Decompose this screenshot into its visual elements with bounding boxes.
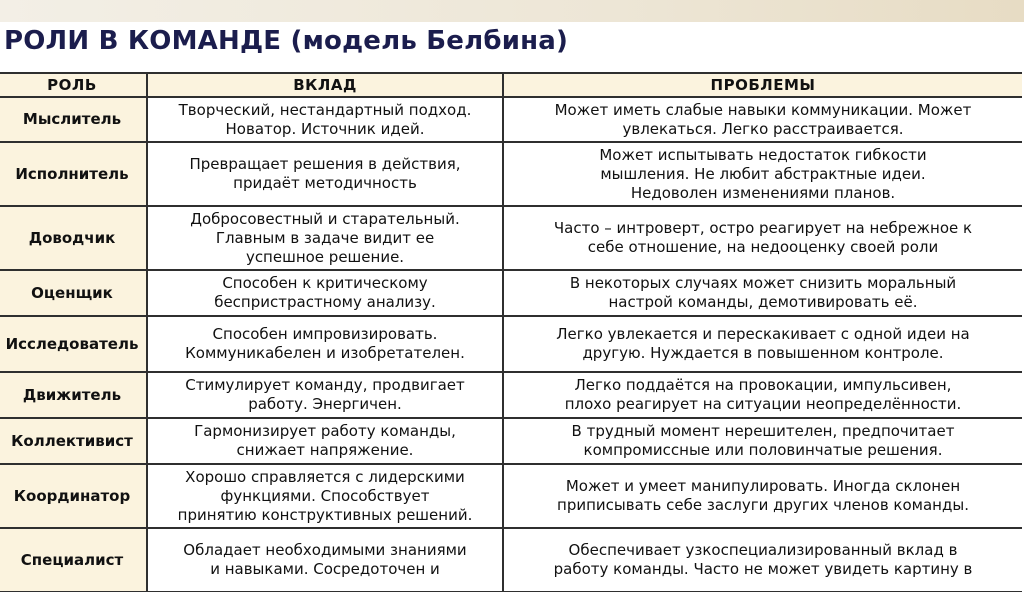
problems-line: приписывать себе заслуги других членов команды. (557, 496, 969, 514)
table-row (0, 418, 1022, 464)
contribution-line: Хорошо справляется с лидерскими (185, 467, 465, 486)
problems-line: В некоторых случаях может снизить моральный (569, 274, 957, 292)
header-role: РОЛЬ (0, 73, 147, 97)
problems-line: Может иметь слабые навыки коммуникации. Может (554, 100, 972, 119)
contribution-line: Способен импровизировать. (212, 325, 438, 343)
contribution-line: Новатор. Источник идей. (225, 119, 425, 138)
role-cell: Координатор (0, 464, 147, 528)
contribution-line: и навыками. Сосредоточен и (210, 560, 440, 578)
contribution-cell (147, 97, 503, 142)
problems-line: Легко увлекается и перескакивает с одной идеи на (556, 325, 970, 343)
problems-line: Часто – интроверт, остро реагирует на небрежное к (553, 219, 973, 237)
roles-table-container (0, 72, 1022, 592)
table-row (0, 316, 1022, 372)
contribution-cell (147, 270, 503, 316)
table-row (0, 206, 1022, 270)
header-contribution: ВКЛАД (147, 73, 503, 97)
contribution-line: Коммуникабелен и изобретателен. (185, 344, 465, 362)
contribution-line: успешное решение. (245, 247, 405, 266)
contribution-line: Гармонизирует работу команды, (194, 422, 456, 440)
top-decorative-band (0, 0, 1024, 22)
table-row (0, 464, 1022, 528)
problems-line: В трудный момент нерешителен, предпочитает (571, 422, 955, 440)
header-problems: ПРОБЛЕМЫ (503, 73, 1022, 97)
problems-line: работу команды. Часто не может увидеть картину в (553, 560, 973, 578)
problems-line: Обеспечивает узкоспециализированный вклад в (568, 541, 958, 559)
contribution-line: Обладает необходимыми знаниями (183, 541, 467, 559)
role-cell: Оценщик (0, 270, 147, 316)
contribution-line: Творческий, нестандартный подход. (178, 100, 472, 119)
problems-line: компромиссные или половинчатые решения. (583, 441, 943, 459)
contribution-cell (147, 528, 503, 592)
role-cell: Мыслитель (0, 97, 147, 142)
role-cell: Доводчик (0, 206, 147, 270)
problems-cell (503, 206, 1022, 270)
contribution-line: Добросовестный и старательный. (190, 209, 460, 228)
problems-cell (503, 97, 1022, 142)
contribution-cell (147, 464, 503, 528)
role-cell: Движитель (0, 372, 147, 418)
contribution-line: беспристрастному анализу. (214, 293, 436, 311)
contribution-cell (147, 206, 503, 270)
problems-cell (503, 316, 1022, 372)
problems-line: себе отношение, на недооценку своей роли (587, 238, 939, 256)
problems-line: Может и умеет манипулировать. Иногда склонен (565, 477, 961, 495)
contribution-cell (147, 142, 503, 206)
problems-line: плохо реагирует на ситуации неопределённости. (564, 395, 962, 413)
contribution-line: принятию конструктивных решений. (177, 505, 473, 524)
problems-cell (503, 372, 1022, 418)
role-cell: Коллективист (0, 418, 147, 464)
problems-line: увлекаться. Легко расстраивается. (622, 119, 904, 138)
problems-cell (503, 464, 1022, 528)
problems-line: Легко поддаётся на провокации, импульсивен, (574, 376, 952, 394)
contribution-cell (147, 418, 503, 464)
contribution-cell (147, 316, 503, 372)
problems-cell (503, 418, 1022, 464)
contribution-line: функциями. Способствует (220, 486, 430, 505)
table-row (0, 528, 1022, 592)
problems-line: Недоволен изменениями планов. (630, 183, 896, 202)
problems-line: настрой команды, демотивировать её. (608, 293, 918, 311)
table-body (0, 97, 1022, 592)
contribution-line: придаёт методичность (233, 174, 417, 192)
problems-cell (503, 270, 1022, 316)
contribution-cell (147, 372, 503, 418)
contribution-line: Способен к критическому (222, 274, 428, 292)
roles-table (0, 72, 1022, 592)
page-title: РОЛИ В КОМАНДЕ (модель Белбина) (4, 26, 569, 56)
contribution-line: Стимулирует команду, продвигает (185, 376, 465, 394)
role-cell: Специалист (0, 528, 147, 592)
table-row (0, 270, 1022, 316)
role-cell: Исполнитель (0, 142, 147, 206)
contribution-line: Главным в задаче видит ее (215, 228, 435, 247)
contribution-line: Превращает решения в действия, (189, 155, 461, 173)
problems-cell (503, 142, 1022, 206)
table-header-row (0, 73, 1022, 97)
contribution-line: работу. Энергичен. (248, 395, 402, 413)
contribution-line: снижает напряжение. (236, 441, 414, 459)
problems-line: Может испытывать недостаток гибкости (599, 145, 927, 164)
table-row (0, 372, 1022, 418)
role-cell: Исследователь (0, 316, 147, 372)
table-row (0, 142, 1022, 206)
table-row (0, 97, 1022, 142)
problems-line: мышления. Не любит абстрактные идеи. (600, 164, 926, 183)
problems-line: другую. Нуждается в повышенном контроле. (582, 344, 944, 362)
problems-cell (503, 528, 1022, 592)
